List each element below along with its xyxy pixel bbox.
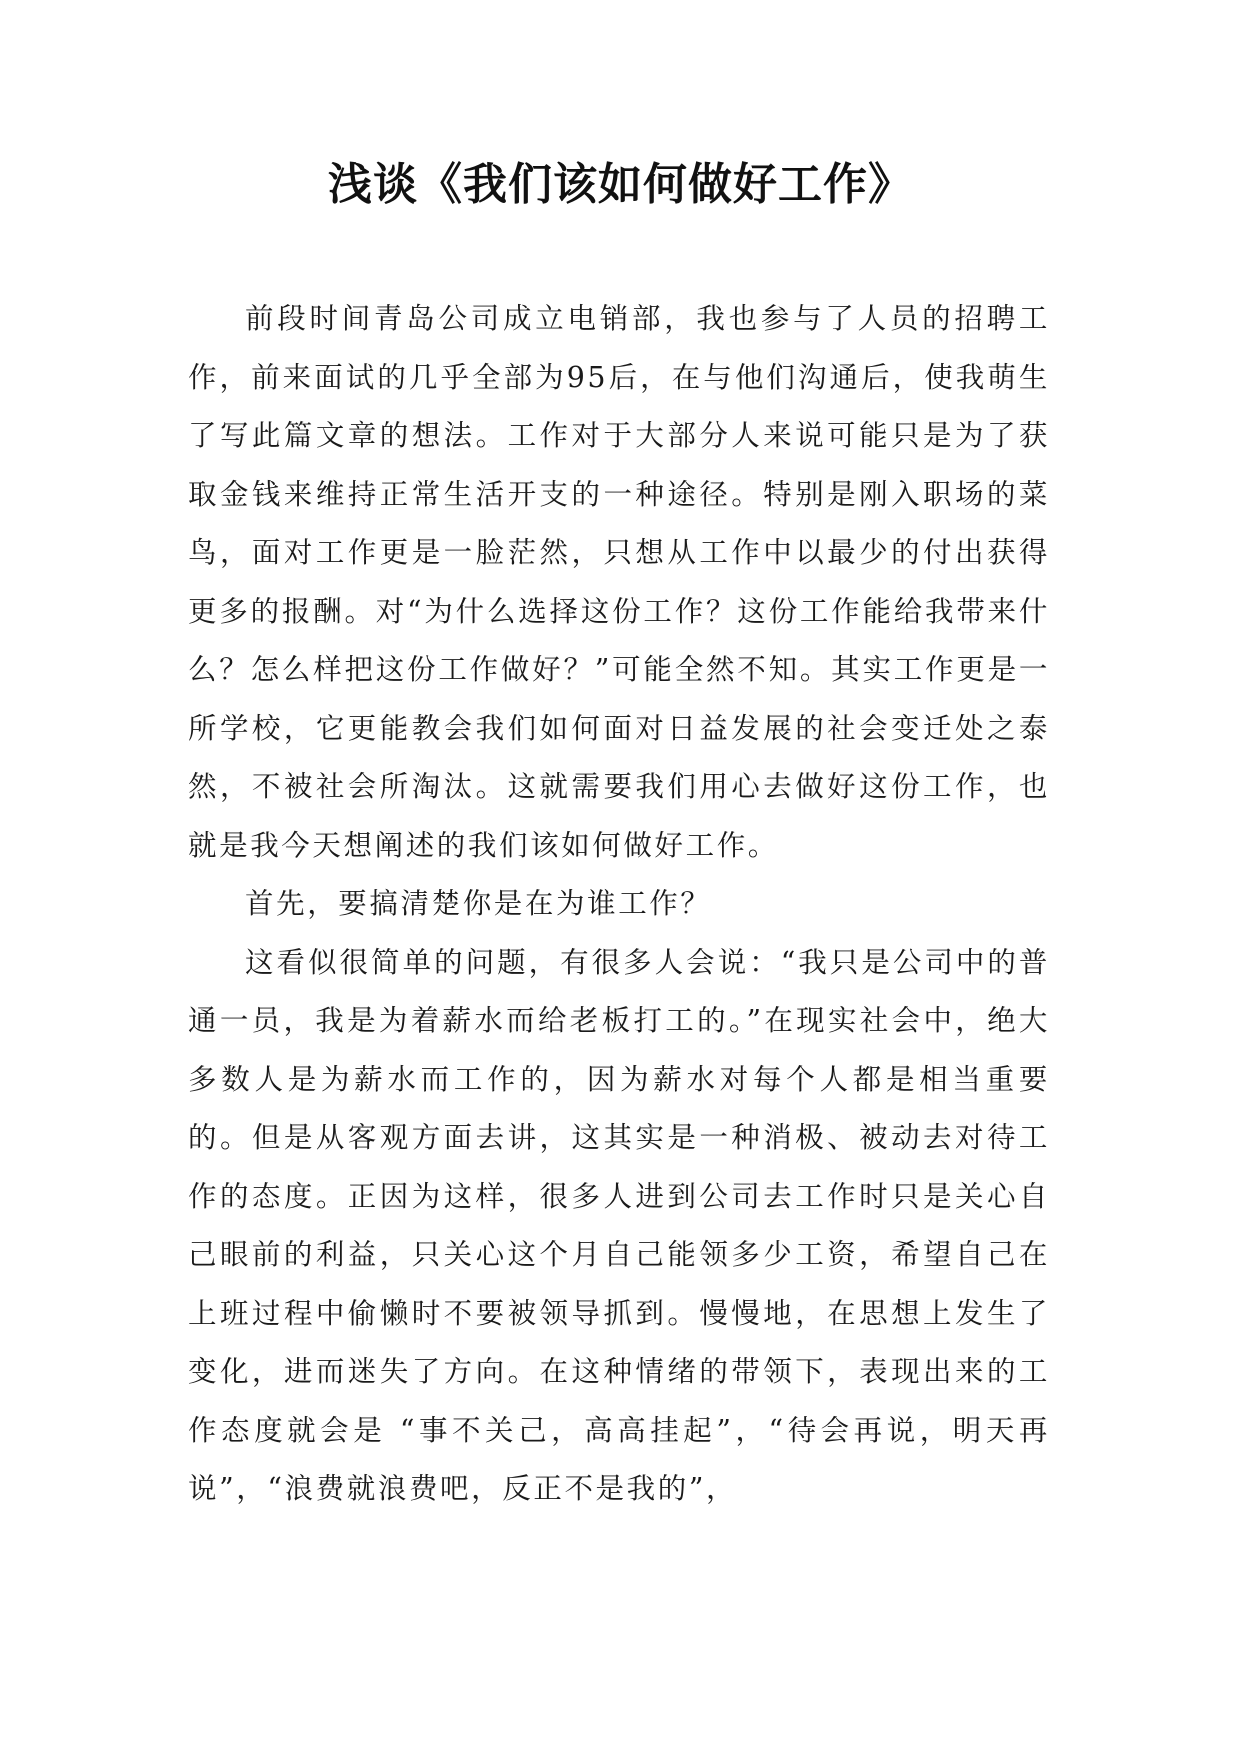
document-title: 浅谈《我们该如何做好工作》 [328, 159, 913, 210]
paragraph-who-do-you-work-for: 这看似很简单的问题，有很多人会说：“我只是公司中的普通一员，我是为着薪水而给老板打工的。”在现实社会中，绝大多数人是为薪水而工作的，因为薪水对每个人都是相当重要的。但是从客观方面去讲，这其实是一种消极、被动去对待工作的态度。正因为这样，很多人进到公司去工作时只是关心自己眼前的利益，只关心这个月自己能领多少工资，希望自己在上班过程中偷懒时不要被领导抓到。慢慢地，在思想上发生了变化，进而迷失了方向。在这种情绪的带领下，表现出来的工作态度就会是 “事不关己，高高挂起”，“待会再说，明天再说”，“浪费就浪费吧，反正不是我的”， [188, 945, 1050, 1505]
paragraph-heading-first: 首先，要搞清楚你是在为谁工作？ [245, 887, 712, 920]
paragraph-intro: 前段时间青岛公司成立电销部，我也参与了人员的招聘工作，前来面试的几乎全部为95后，在与他们沟通后，使我萌生了写此篇文章的想法。工作对于大部分人来说可能只是为了获取金钱来维持正常生活开支的一种途径。特别是刚入职场的菜鸟，面对工作更是一脸茫然，只想从工作中以最少的付出获得更多的报酬。对“为什么选择这份工作？这份工作能给我带来什么？怎么样把这份工作做好？”可能全然不知。其实工作更是一所学校，它更能教会我们如何面对日益发展的社会变迁处之泰然，不被社会所淘汰。这就需要我们用心去做好这份工作，也就是我今天想阐述的我们该如何做好工作。 [188, 302, 1050, 862]
document-body [188, 290, 1050, 1519]
